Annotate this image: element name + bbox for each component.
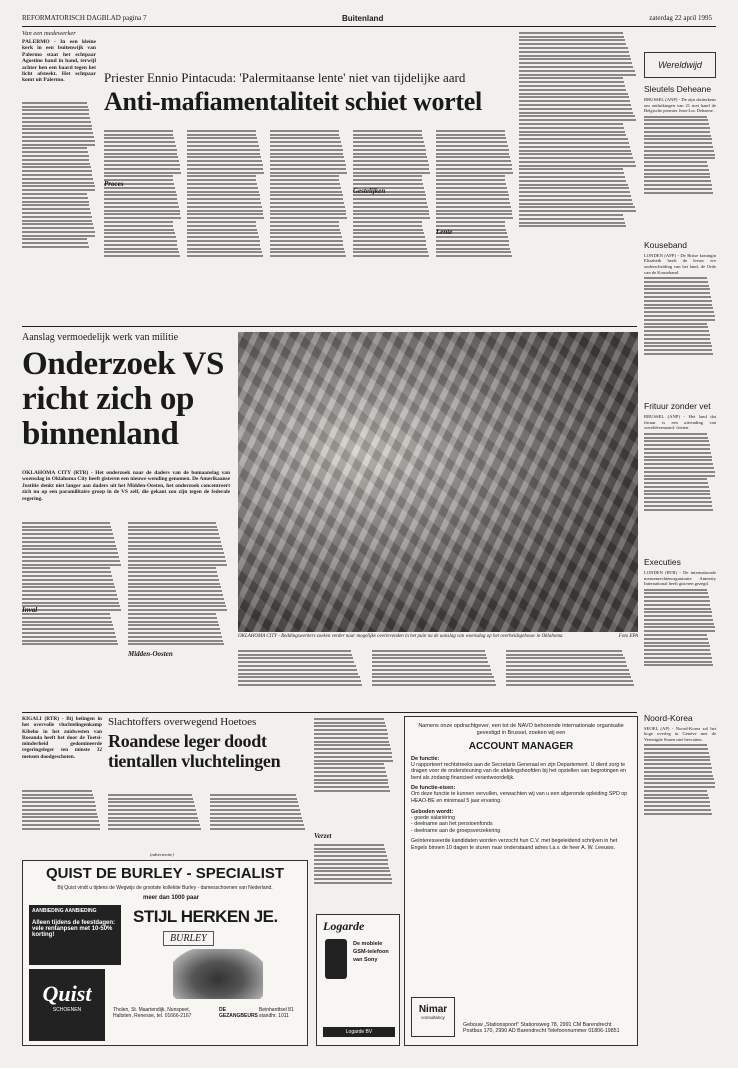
nimar-logo [411,997,455,1037]
account-ad-p1: U rapporteert rechtstreeks aan de Secretaris Generaal en zijn Departement. U dient zorg te dragen voor de ondersteuning van de afdelingshoofden bij het opstellen van begrotingen en bent als zodanig financieel verantwoordelijk. [411,761,626,781]
rwanda-headline: Roandese leger doodt tientallen vluchtelingen [108,731,281,771]
oklahoma-lead: OKLAHOMA CITY (RTR) - Het onderzoek naar de daders van de bomaanslag van woensdag in Oklahoma City heeft gisteren een nieuwe wending genomen. De Amerikaanse Justitie denkt niet langer aan daders uit het Midden-Oosten, het onderzoek concentreert zich nu op een paramilitaire groep in de VS zelf, die gekant zou zijn tegen de federale regering. [22,470,230,502]
sidebar-item [644,84,716,234]
shoe-image [173,949,263,999]
rwanda-col [314,842,394,908]
oklahoma-headline: Onderzoek VS richt zich op binnenland [22,346,225,452]
oklahoma-col [506,648,638,708]
sidebar-item-text: LONDEN (RTR) - De internationale mensenrechtenorganisatie Amnesty International heeft gisteren gezegd. [644,569,716,587]
rwanda-col [22,788,102,850]
rwanda-section-verzet: Verzet [314,832,332,840]
quist-ad-sub: Bij Quist vindt u tijdens de Wegwijs de grootste kollektie Burley - damesschoenen van Nederland. [57,885,273,891]
ad-label: (advertentie) [150,852,174,857]
sidebar-item-title: Sleutels Deheane [644,84,712,94]
top-story-col-text [22,100,96,322]
gsm-ad-line2: GSM-telefoon [353,949,389,955]
sidebar-item-body [644,275,716,395]
account-ad-h3: Geboden wordt: [411,808,454,815]
quist-ad-stock: meer dan 1000 paar [143,895,200,901]
phone-icon [325,939,347,979]
photo-caption-text: OKLAHOMA CITY - Reddingswerkers zoeken verder naar mogelijke overlevenden in het puin na de aanslag van woensdag op het overheidsgebouw in Oklahoma. [238,634,564,639]
rwanda-head [108,716,308,771]
masthead [22,14,712,24]
top-story-lead: PALERMO - In een kleine kerk in een buitenwijk van Palermo staat het echtpaar Agostino hand in hand, terwijl achter hen een baard tegen het licht afsteekt. Het echtpaar komt uit Palermo. [22,39,96,84]
gsm-ad[interactable] [316,914,400,1046]
rwanda-col [108,792,204,850]
sidebar-item [644,240,716,395]
oklahoma-head [22,332,272,452]
sidebar-item-body [644,114,716,234]
account-ad-intro: Namens onze opdrachtgever, een tot de NAVO behorende internationale organisatie gevestigd in Brussel, zoeken wij een [418,723,624,736]
account-ad-title: ACCOUNT MANAGER [468,740,574,752]
top-story-left-col [22,30,96,84]
top-story-col [353,128,431,322]
sidebar-item [644,713,716,853]
quist-ad-brand: BURLEY [163,931,214,946]
account-ad-h1: De functie: [411,755,440,762]
divider [22,326,637,327]
account-ad-p2: Om deze functie te kunnen vervullen, verwachten wij van u een afgeronde opleiding SPD op HEAO-BE en minimaal 5 jaar ervaring. [411,791,628,804]
oklahoma-col [22,520,122,708]
quist-ad-offer-box [29,905,121,965]
quist-ad-offer: Alleen tijdens de feestdagen: vele rentanpsen met 10-50% korting! [32,920,116,938]
gsm-ad-line1: De mobiele [353,941,383,947]
masthead-date: zaterdag 22 april 1995 [649,14,712,22]
account-ad-closing: Geïnteresseerde kandidaten worden verzocht hun C.V. met begeleidend schrijven in het Engels binnen 10 dagen te sturen naar onderstaand adres t.a.v. de heer A. W. Leeuws. [411,838,618,851]
quist-logo [29,969,105,1041]
masthead-rule [22,26,716,27]
oklahoma-section-midden-oosten: Midden-Oosten [128,650,173,658]
gsm-ad-footer: Logarde BV [323,1027,395,1037]
sidebar-item-title: Kouseband [644,239,688,250]
quist-ad[interactable] [22,860,308,1046]
divider [22,712,637,713]
quist-ad-slogan: STIJL HERKEN JE. [133,907,278,926]
sidebar-item-body [644,431,716,551]
account-ad-offer-2: - deelname aan het pensioenfonds [411,821,493,828]
top-story-headline: Anti-mafiamentaliteit schiet wortel [104,87,482,116]
oklahoma-col [238,648,366,708]
top-story-section-proces: Proces [104,180,124,188]
rwanda-col [210,792,308,850]
quist-ad-address: Tholen, St. Maartendijk, Nunspeet, Haltsten, Renesse, tel. 01666-2167 [113,1007,192,1019]
sidebar-item-text: LONDEN (AFP) - De Britse koningin Elizabeth heeft de leeuw ere onderscheiding van het land, de Orde van de Kouseband. [644,252,716,275]
nimar-logo-text: Nimar [418,1004,448,1015]
masthead-paper: REFORMATORISCH DAGBLAD pagina 7 [22,14,147,22]
top-story-col [436,128,514,322]
quist-ad-title: QUIST DE BURLEY - SPECIALIST [45,865,285,882]
top-story-col [270,128,348,322]
gsm-ad-brand: Logarde [323,919,365,933]
quist-logo-text: Quist [42,981,92,1006]
top-story-section-lente: Lente [436,228,453,236]
quist-ad-tag: AANBIEDING AANBIEDING [32,908,97,914]
top-story-col [519,30,637,322]
sidebar-item-text: BRUSSEL (ANP) - Het land dat frituur is een uitvinding van wereldvermaard: frieten. [644,414,716,431]
rwanda-col [314,716,394,832]
gsm-ad-line3: van Sony [353,957,378,963]
sidebar-item-title: Noord-Korea [644,712,693,723]
rwanda-kicker: Slachtoffers overwegend Hoetoes [108,716,257,728]
oklahoma-kicker: Aanslag vermoedelijk werk van militie [22,332,179,343]
photo-credit: Foto EPA [618,634,638,639]
sidebar-item-body [644,743,716,853]
rescue-photo [238,332,638,632]
sidebar-item-text: SEOEL (AP) - Noord-Korea zal het hoge overleg in Genève met de Verenigde Staten niet hervatten. [644,725,716,742]
top-story-head [104,70,514,115]
photo-caption [238,634,638,640]
sidebar-wereldwijd [644,52,716,1052]
sidebar-item-title: Executies [644,556,681,567]
account-manager-ad[interactable] [404,716,638,1046]
top-story-kicker: Van een medewerker [22,30,76,37]
quist-logo-sub: SCHOENEN [52,1007,82,1013]
sidebar-items [644,84,716,853]
nimar-logo-sub: consultancy [421,1015,445,1020]
sidebar-item-body [644,587,716,707]
sidebar-item [644,401,716,551]
top-story-col [187,128,265,322]
rwanda-lead: KIGALI (RTR) - Bij beiingen in het overvolle vluchtelingenkamp Kibeho in het zuidwesten van Roeanda heeft het door de Toetsi-minderheid gedomineerde regeringsleger ten minste 32 mensen doodgeschoten. [22,716,102,760]
sidebar-item [644,557,716,707]
account-ad-offer-3: - deelname aan de groepsverzekering [411,827,501,834]
top-story-col [104,128,182,322]
sidebar-item-title: Frituur zonder vet [644,401,711,412]
oklahoma-col [128,520,228,708]
oklahoma-section-inval: Inval [22,606,38,614]
top-story-subhead: Priester Ennio Pintacuda: 'Palermitaanse lente' niet van tijdelijke aard [104,70,466,85]
masthead-section: Buitenland [342,14,384,23]
sidebar-item-text: BRUSSEL (ANP) - De zijn sluiterkens om ontluikingen van 21 mei hand de Belgische premier Jean-Luc Dehaene. [644,97,716,114]
oklahoma-col [372,648,500,708]
quist-ad-partner: DE GEZANGBEURS [219,1007,258,1019]
account-ad-address: Gebouw „Stationspoort" Stationsweg 78, 2991 CM Barendrecht Postbus 170, 2990 AD Barendrecht Telefoonnummer 01806-19851 [463,1021,620,1035]
top-story-section-gestelijken: Gestelijken [353,187,386,195]
account-ad-offer-1: - goede salariëring [411,814,455,821]
quist-ad-partner-address: Beinhardtsel 81 standhr. 1011 [259,1007,294,1019]
sidebar-logo: Wereldwijd [644,52,716,78]
account-ad-h2: De functie-eisen: [411,785,456,792]
